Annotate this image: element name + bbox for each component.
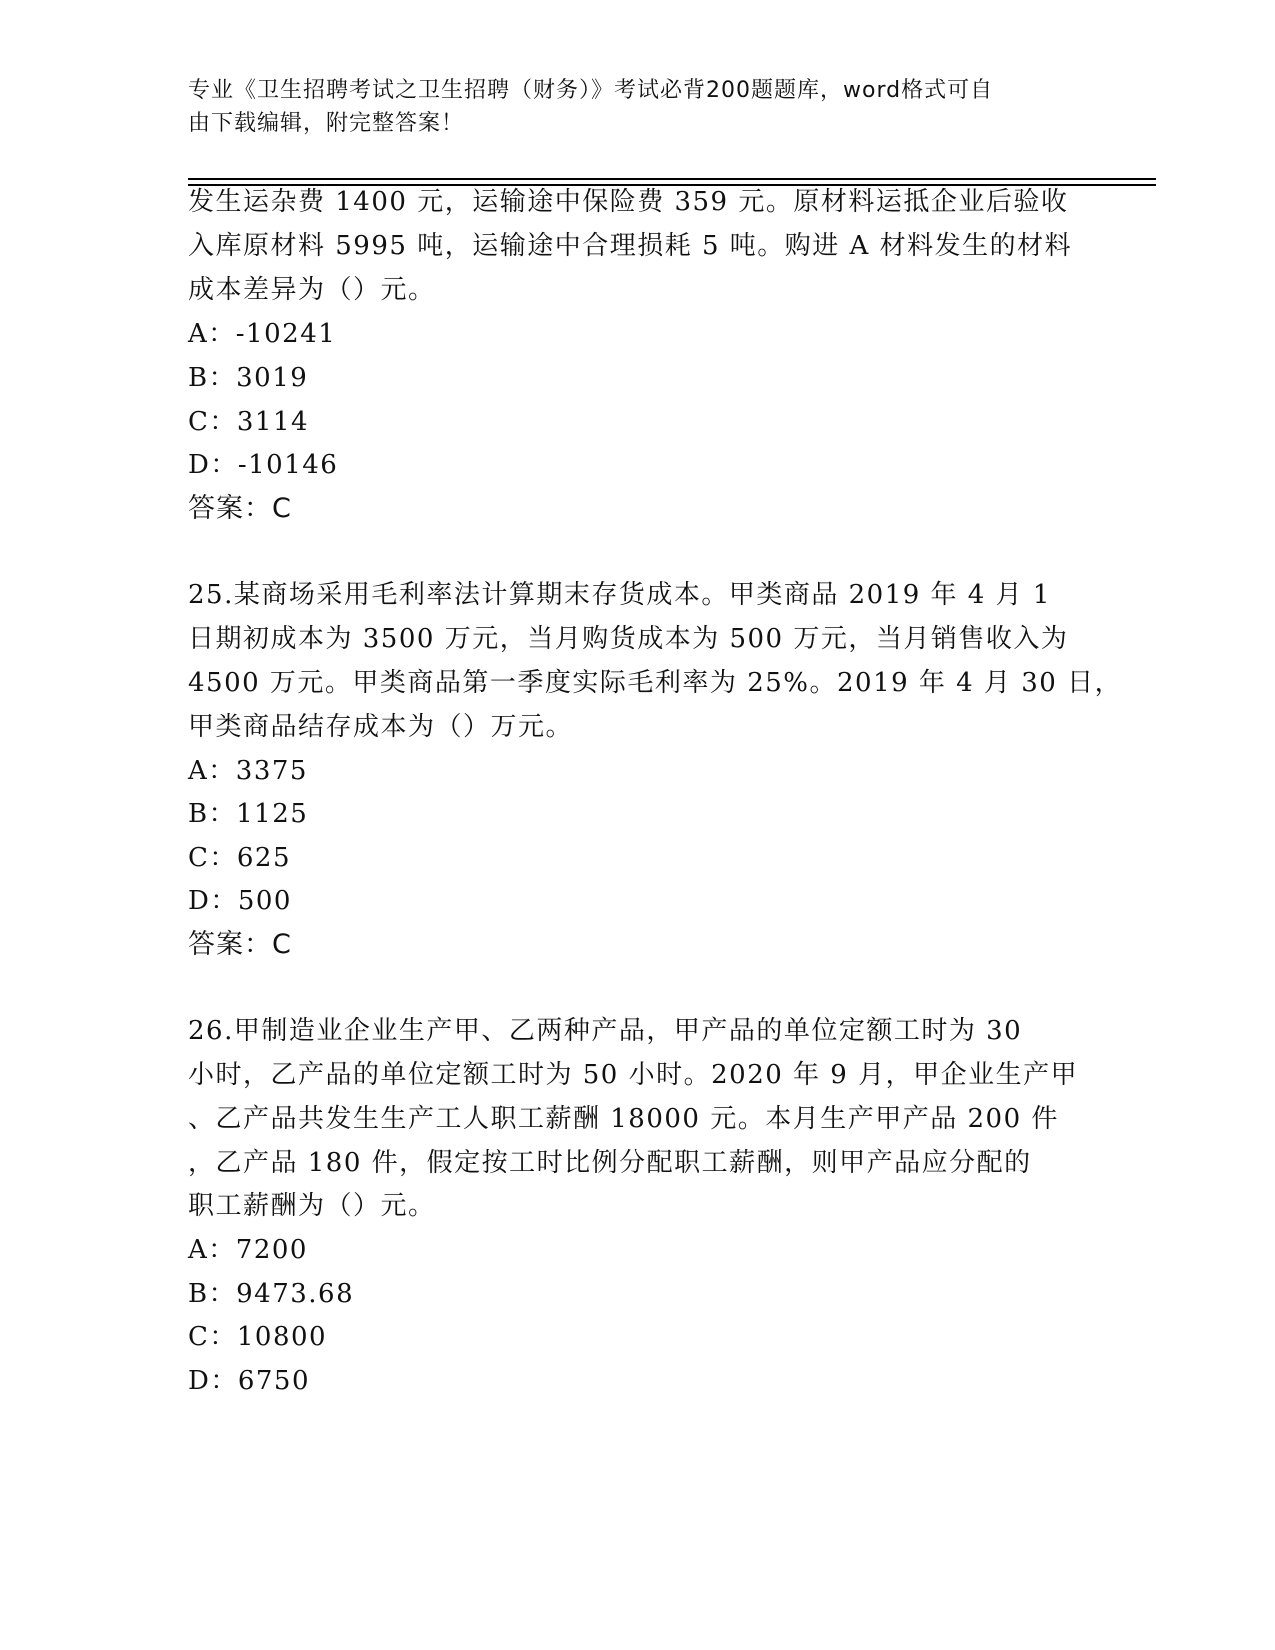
header-rule-bottom: [188, 184, 1156, 186]
q25-text-line-3: 4500 万元。甲类商品第一季度实际毛利率为 25%。2019 年 4 月 30 日，: [188, 668, 1123, 698]
q24-option-a: A：-10241: [188, 319, 337, 349]
q25-text-line-2: 日期初成本为 3500 万元，当月购货成本为 500 万元，当月销售收入为: [188, 624, 1069, 654]
q24-answer: 答案：C: [188, 493, 292, 524]
header-rule-top: [188, 178, 1156, 180]
q26-text-line-1: 26.甲制造业企业生产甲、乙两种产品，甲产品的单位定额工时为 30: [188, 1016, 1023, 1046]
q24-text-line-2: 入库原材料 5995 吨，运输途中合理损耗 5 吨。购进 A 材料发生的材料: [188, 231, 1073, 261]
header-line-2: 由下载编辑，附完整答案！: [188, 111, 465, 136]
q26-option-b: B：9473.68: [188, 1279, 355, 1309]
q25-text-line-1: 25.某商场采用毛利率法计算期末存货成本。甲类商品 2019 年 4 月 1: [188, 580, 1051, 610]
document-header: [188, 74, 1068, 140]
q24-text-line-1: 发生运杂费 1400 元，运输途中保险费 359 元。原材料运抵企业后验收: [188, 187, 1069, 217]
q25-option-d: D：500: [188, 886, 292, 916]
header-line-1: 专业《卫生招聘考试之卫生招聘（财务）》考试必背200题题库，word格式可自: [188, 78, 994, 103]
q25-option-c: C：625: [188, 843, 292, 873]
q24-option-b: B：3019: [188, 363, 309, 393]
q26-option-a: A：7200: [188, 1235, 308, 1265]
q26-text-line-2: 小时，乙产品的单位定额工时为 50 小时。2020 年 9 月，甲企业生产甲: [188, 1060, 1079, 1090]
q26-option-d: D：6750: [188, 1366, 311, 1396]
q24-text-line-3: 成本差异为（）元。: [188, 275, 436, 305]
q25-option-a: A：3375: [188, 756, 308, 786]
q25-text-line-4: 甲类商品结存成本为（）万元。: [188, 712, 574, 742]
q25-answer: 答案：C: [188, 929, 292, 960]
q25-option-b: B：1125: [188, 799, 309, 829]
q26-option-c: C：10800: [188, 1322, 328, 1352]
q26-text-line-5: 职工薪酬为（）元。: [188, 1191, 436, 1221]
q26-text-line-3: 、乙产品共发生生产工人职工薪酬 18000 元。本月生产甲产品 200 件: [188, 1104, 1059, 1134]
q24-option-d: D：-10146: [188, 450, 339, 480]
q24-option-c: C：3114: [188, 407, 310, 437]
q26-text-line-4: ，乙产品 180 件，假定按工时比例分配职工薪酬，则甲产品应分配的: [188, 1148, 1032, 1178]
